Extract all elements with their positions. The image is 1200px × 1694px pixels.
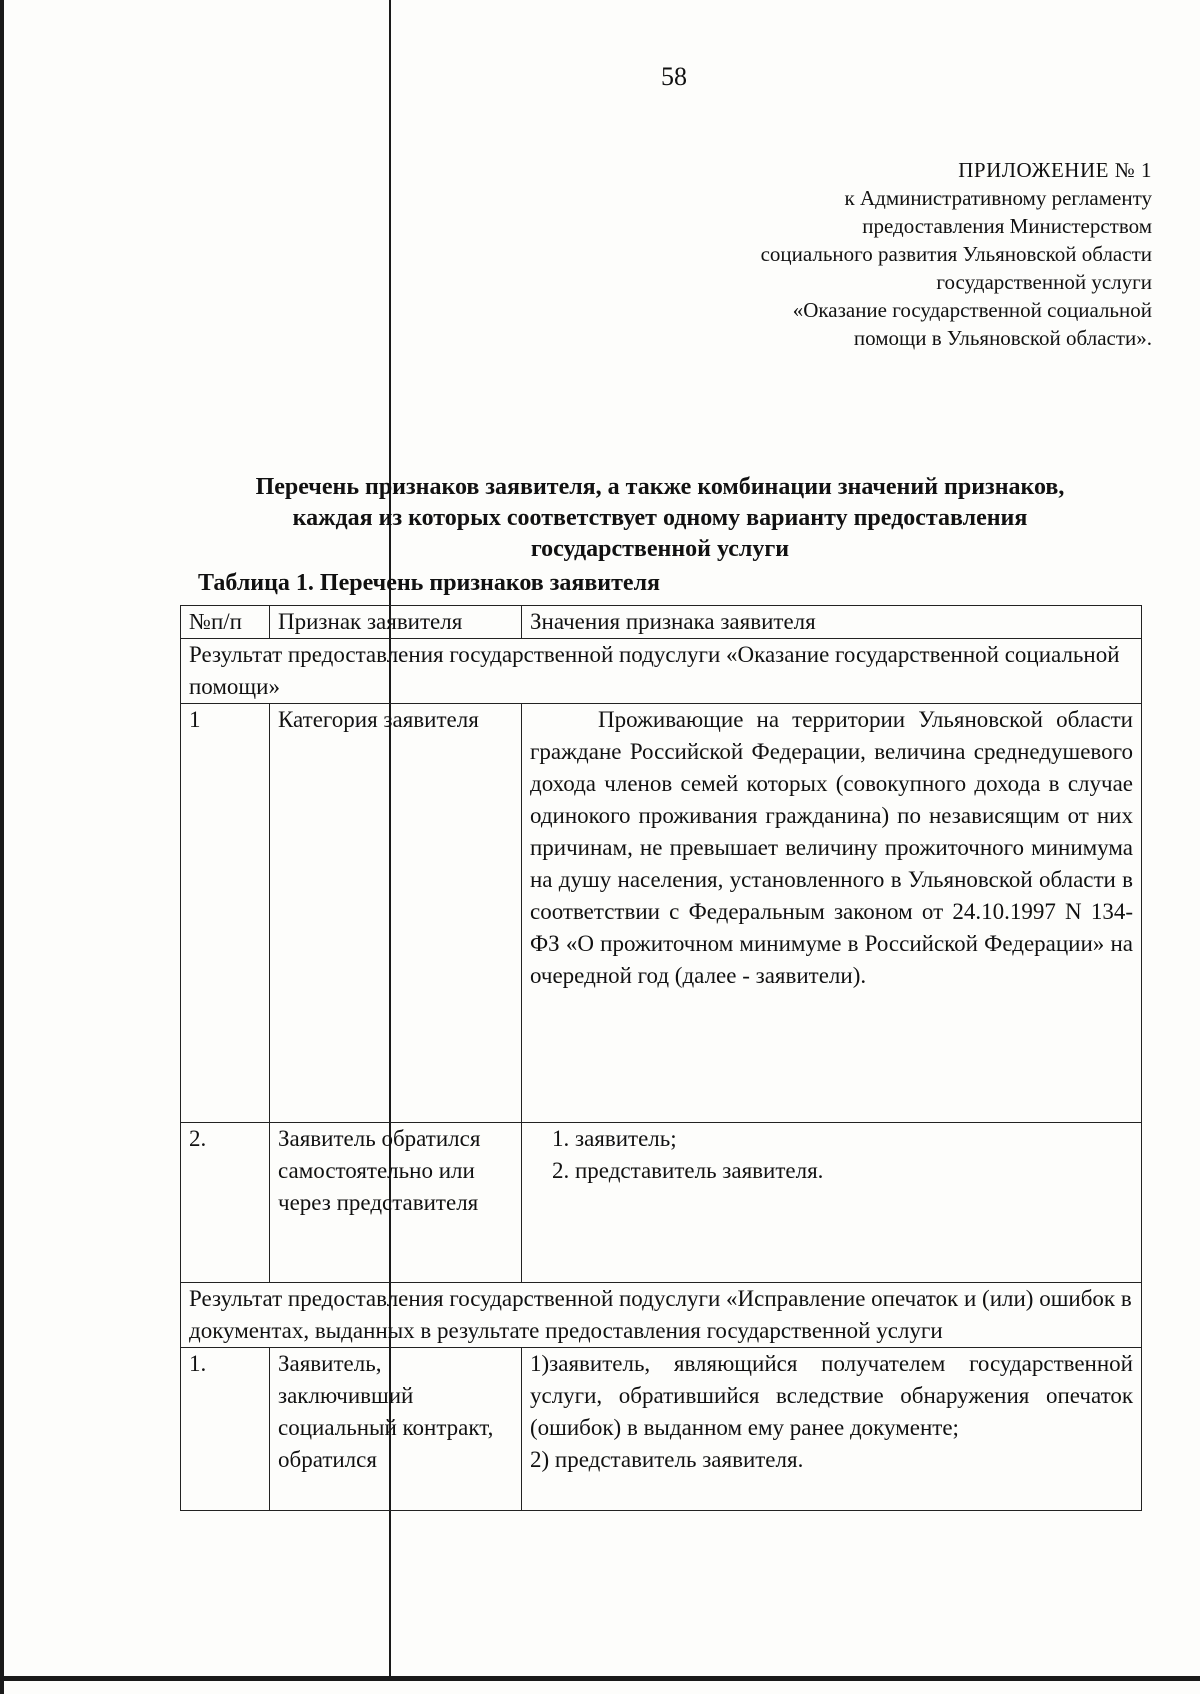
title-line: Перечень признаков заявителя, а также комбинации значений признаков, <box>255 474 1065 500</box>
appendix-line: «Оказание государственной социальной <box>792 298 1152 322</box>
section-result-1: Результат предоставления государственной подуслуги «Оказание государственной социальной помощи» <box>181 639 1142 704</box>
section-result-2: Результат предоставления государственной подуслуги «Исправление опечаток и (или) ошибок в документах, выданных в результате предоставления государственной услуги <box>181 1283 1142 1348</box>
scan-artifact-left-edge <box>0 0 4 1694</box>
row-feature: Категория заявителя <box>270 704 522 1123</box>
row-value-cell <box>522 1123 1142 1283</box>
title-line: каждая из которых соответствует одному варианту предоставления <box>292 505 1028 531</box>
row-feature: Заявитель обратился самостоятельно или через представителя <box>270 1123 522 1283</box>
title-line: государственной услуги <box>530 536 790 562</box>
table-row <box>181 704 1142 1123</box>
row-value-cell <box>522 1348 1142 1511</box>
row-value-item: 2) представитель заявителя. <box>530 1447 804 1472</box>
applicant-features-table <box>180 605 1142 1511</box>
table-header-row <box>181 606 1142 639</box>
row-number: 1 <box>181 704 270 1123</box>
appendix-heading: ПРИЛОЖЕНИЕ № 1 <box>958 158 1152 182</box>
header-value: Значения признака заявителя <box>522 606 1142 639</box>
scan-artifact-bottom-edge <box>0 1676 1200 1681</box>
appendix-line: помощи в Ульяновской области». <box>853 326 1152 350</box>
table-caption: Таблица 1. Перечень признаков заявителя <box>198 570 661 596</box>
appendix-line: к Административному регламенту <box>844 186 1152 210</box>
row-number: 1. <box>181 1348 270 1511</box>
appendix-header <box>452 156 1152 352</box>
table-section-row <box>181 1283 1142 1348</box>
appendix-line: предоставления Министерством <box>862 214 1152 238</box>
header-number: №п/п <box>181 606 270 639</box>
row-value-item: 1. заявитель; <box>552 1126 677 1151</box>
table-section-row <box>181 639 1142 704</box>
appendix-line: социального развития Ульяновской области <box>760 242 1152 266</box>
table-row <box>181 1348 1142 1511</box>
table-row <box>181 1123 1142 1283</box>
document-title <box>160 472 1160 565</box>
header-feature: Признак заявителя <box>270 606 522 639</box>
row-value-item: 1)заявитель, являющийся получателем государственной услуги, обратившийся вследствие обнаружения опечаток (ошибок) в выданном ему ранее документе; <box>530 1351 1133 1440</box>
appendix-line: государственной услуги <box>936 270 1152 294</box>
page-number: 58 <box>661 62 687 91</box>
row-value: Проживающие на территории Ульяновской области граждане Российской Федерации, величина среднедушевого дохода членов семей которых (совокупного дохода в случае одинокого проживания гражданина) по независящим от них причинам, не превышает величину прожиточного минимума на душу населения, установленного в Ульяновской области в соответствии с Федеральным законом от 24.10.1997 N 134-ФЗ «О прожиточном минимуме в Российской Федерации» на очередной год (далее - заявители). <box>522 704 1142 1123</box>
row-value-item: 2. представитель заявителя. <box>552 1158 824 1183</box>
row-feature: Заявитель, заключивший социальный контракт, обратился <box>270 1348 522 1511</box>
row-number: 2. <box>181 1123 270 1283</box>
